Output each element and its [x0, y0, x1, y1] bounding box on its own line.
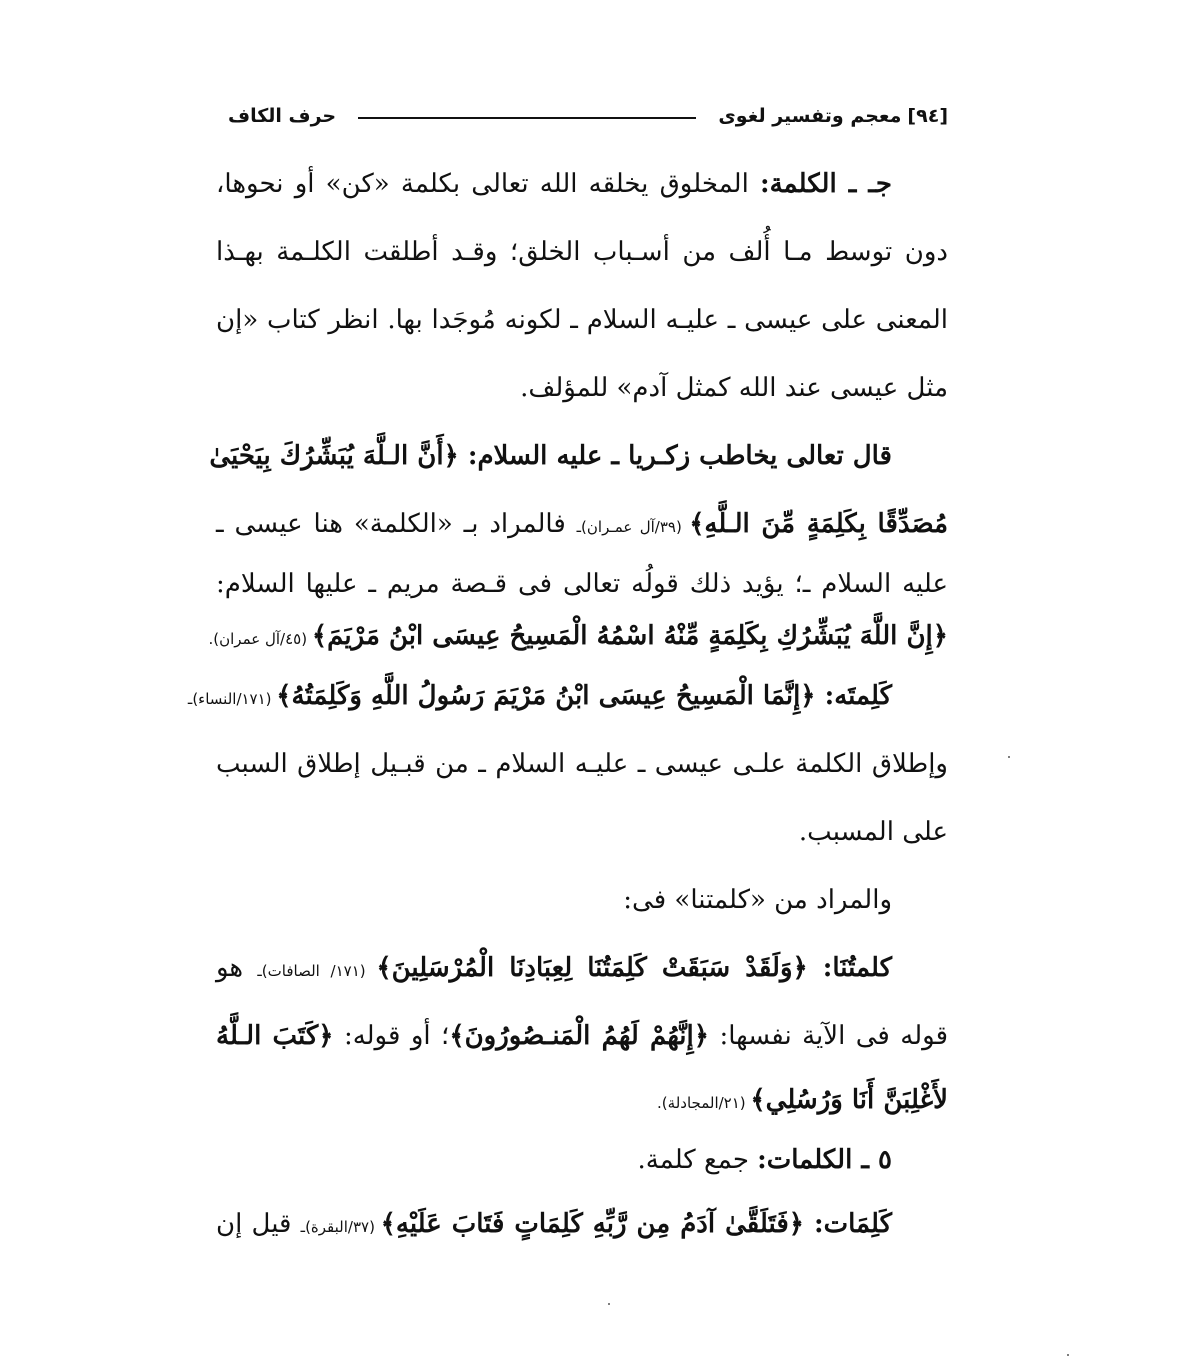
term-heading: كَلِمتَه:	[815, 681, 892, 711]
text-run: عليه السلام ـ؛ يؤيد ذلك قولُه تعالى فى قـصة مريم ـ عليها السلام:	[216, 569, 948, 599]
text-run: فالمراد بـ «الكلمة» هنا عيسى ـ	[216, 509, 577, 539]
text-run: دون توسط مـا أُلف من أسـباب الخلق؛ وقـد أطلقت الكلـمة بهـذا	[216, 237, 948, 267]
quran-verse: ﴿وَلَقَدْ سَبَقَتْ كَلِمَتُنَا لِعِبَادِنَا الْمُرْسَلِينَ﴾	[376, 953, 808, 983]
quran-verse: ﴿إِنَّ اللَّهَ يُبَشِّرُكِ بِكَلِمَةٍ مِّنْهُ اسْمُهُ الْمَسِيحُ عِيسَى ابْنُ مَرْيَمَ﴾	[311, 621, 948, 651]
quran-verse: لأَغْلِبَنَّ أَنَا وَرُسُلِي﴾	[750, 1085, 948, 1115]
running-header	[228, 98, 948, 134]
text-run: قيل إن	[216, 1209, 301, 1239]
text-run: قوله فى الآية نفسها:	[709, 1021, 949, 1051]
text-line	[209, 422, 948, 490]
quran-verse: ﴿أَنَّ الـلَّهَ يُبَشِّرُكَ بِيَحْيَىٰ	[209, 441, 459, 471]
text-line	[216, 934, 948, 1002]
term-heading: قال تعالى يخاطب زكـريا ـ عليه السلام:	[458, 441, 892, 471]
term-heading: جـ ـ الكلمة:	[760, 169, 893, 199]
quran-verse: ﴿إِنَّمَا الْمَسِيحُ عِيسَى ابْنُ مَرْيَمَ رَسُولُ اللَّهِ وَكَلِمَتُهُ﴾	[276, 681, 816, 711]
scan-speck	[1008, 756, 1010, 758]
text-run: على المسبب.	[798, 817, 948, 847]
verse-reference: (٣٩/آل عمـران)ـ	[576, 518, 690, 536]
text-line	[216, 286, 948, 354]
term-heading: كلمتُنَا:	[807, 953, 893, 983]
verse-reference: (١٧١/النساء)ـ	[187, 690, 277, 708]
scan-speck	[608, 1303, 610, 1305]
quran-verse: ﴿كَتَبَ الـلَّهُ	[216, 1021, 334, 1051]
text-run: جمع كلمة.	[637, 1145, 758, 1175]
scan-speck	[1067, 1354, 1069, 1356]
text-run: المخلوق يخلقه الله تعالى بكلمة «كن» أو نحوها،	[216, 169, 761, 199]
text-line	[216, 798, 948, 866]
verse-reference: (٣٧/البقرة)ـ	[300, 1218, 381, 1236]
text-line	[216, 730, 948, 798]
text-line	[216, 490, 948, 558]
quran-verse: ﴿إِنَّهُمْ لَهُمُ الْمَنـصُورُونَ﴾	[449, 1021, 710, 1051]
text-line	[216, 1190, 948, 1258]
page-number: [٩٤]	[907, 105, 948, 127]
book-title: معجم وتفسير لغوى	[718, 105, 902, 127]
text-line	[216, 1130, 948, 1190]
text-line	[216, 1070, 948, 1130]
section-title: حرف الكاف	[228, 105, 337, 127]
text-line	[216, 866, 948, 934]
quran-verse: مُصَدِّقًا بِكَلِمَةٍ مِّنَ الـلَّهِ﴾	[689, 509, 949, 539]
term-heading: كَلِمَات:	[804, 1209, 893, 1239]
verse-reference: (٢١/المجادلة).	[657, 1094, 751, 1112]
text-line	[187, 662, 948, 730]
text-run: هو	[216, 953, 258, 983]
text-run: المعنى على عيسى ـ عليـه السلام ـ لكونه مُوجَدا بها. انظر كتاب «إن	[216, 305, 948, 335]
text-line	[216, 354, 948, 422]
verse-reference: (١٧١/ الصافات)ـ	[257, 962, 377, 980]
text-line	[216, 1002, 948, 1070]
quran-verse: ﴿فَتَلَقَّىٰ آدَمُ مِن رَّبِّهِ كَلِمَاتٍ فَتَابَ عَلَيْهِ﴾	[380, 1209, 805, 1239]
text-run: وإطلاق الكلمة علـى عيسى ـ عليـه السلام ـ من قبـيل إطلاق السبب	[216, 749, 948, 779]
header-rule	[358, 117, 696, 119]
text-line	[216, 218, 948, 286]
page-body	[187, 150, 949, 1258]
term-heading: ٥ ـ الكلمات:	[757, 1145, 892, 1175]
text-run: والمراد من «كلمتنا» فى:	[623, 885, 892, 915]
text-line	[216, 558, 948, 610]
text-line	[216, 150, 948, 218]
text-run: مثل عيسى عند الله كمثل آدم» للمؤلف.	[520, 373, 948, 403]
verse-reference: (٤٥/آل عمران).	[208, 630, 312, 648]
text-line	[208, 610, 948, 662]
text-run: ؛ أو قوله:	[333, 1021, 450, 1051]
